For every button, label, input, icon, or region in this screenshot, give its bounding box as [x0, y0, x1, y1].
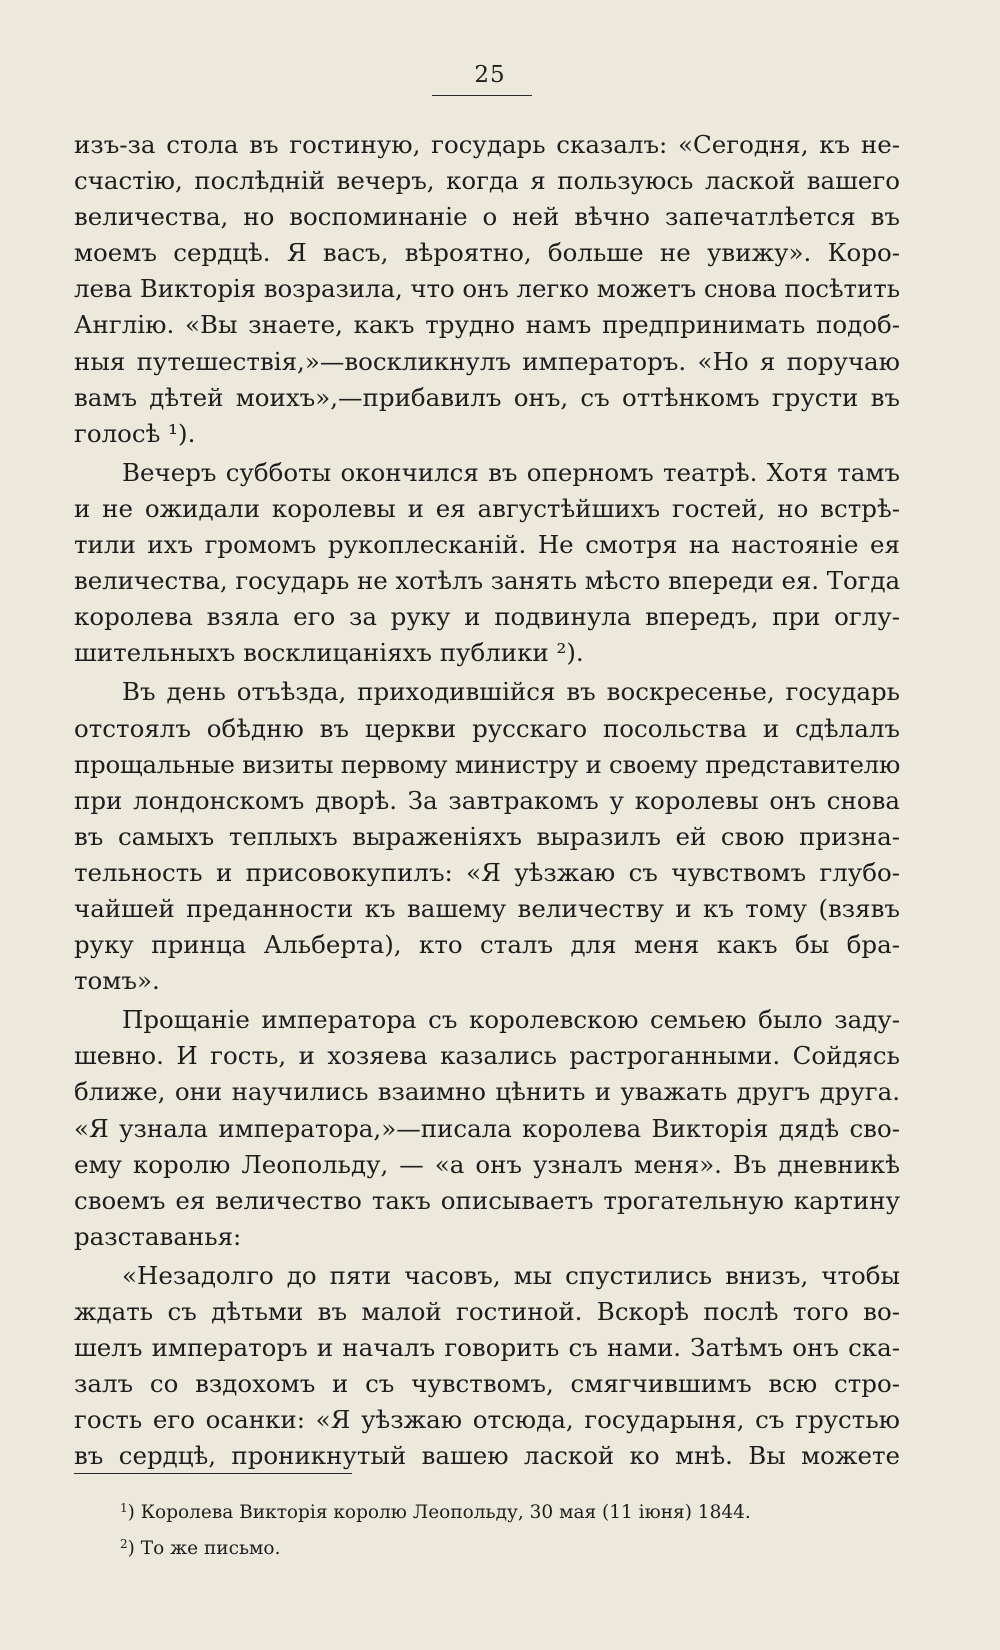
text-line: чайшей преданности къ вашему величеству и къ тому (взявъ [74, 893, 900, 923]
text-line: въ сердцѣ, проникнутый вашею лаской ко мнѣ. Вы можете [74, 1441, 900, 1471]
header-rule [432, 95, 532, 96]
text-line: Англію. «Вы знаете, какъ трудно намъ предпринимать подоб- [74, 310, 900, 340]
body-text [74, 127, 900, 1474]
text-line: ждать съ дѣтьми въ малой гостиной. Вскорѣ послѣ того во- [74, 1297, 900, 1326]
text-line: вамъ дѣтей моихъ»,—прибавилъ онъ, съ оттѣнкомъ грусти въ [74, 382, 900, 412]
footnote [120, 1526, 900, 1562]
footnote-text: ) То же письмо. [127, 1538, 281, 1559]
text-line: въ самыхъ теплыхъ выраженіяхъ выразилъ ей свою призна- [74, 821, 900, 851]
text-line: Въ день отъѣзда, приходившійся въ воскресенье, государь [122, 677, 900, 707]
text-line: прощальные визиты первому министру и своему представителю [74, 749, 900, 779]
text-line: гость его осанки: «Я уѣзжаю отсюда, государыня, съ грустью [74, 1405, 900, 1435]
text-line: шелъ императоръ и началъ говорить съ нами. Затѣмъ онъ ска- [74, 1333, 900, 1363]
text-line: моемъ сердцѣ. Я васъ, вѣроятно, больше не увижу». Коро- [74, 238, 900, 268]
footnote-rule [74, 1473, 352, 1474]
text-line: ныя путешествія,»—воскликнулъ императоръ. «Но я поручаю [74, 346, 900, 376]
text-line: шевно. И гость, и хозяева казались растроганными. Сойдясь [74, 1041, 900, 1071]
text-line: лева Викторія возразила, что онъ легко можетъ снова посѣтить [74, 274, 900, 304]
text-line: величества, но воспоминаніе о ней вѣчно запечатлѣется въ [74, 202, 900, 232]
text-line: при лондонскомъ дворѣ. За завтракомъ у королевы онъ снова [74, 785, 900, 815]
text-line: Прощаніе императора съ королевскою семьею было заду- [122, 1005, 900, 1035]
text-line: и не ожидали королевы и ея августѣйшихъ гостей, но встрѣ- [74, 493, 900, 523]
footnotes [120, 1490, 900, 1562]
text-line: ближе, они научились взаимно цѣнить и уважать другъ друга. [74, 1077, 900, 1107]
text-line: шительныхъ восклицаніяхъ публики ²). [74, 638, 584, 668]
text-line: залъ со вздохомъ и съ чувствомъ, смягчившимъ всю стро- [74, 1369, 900, 1399]
text-line: Вечеръ субботы окончился въ оперномъ театрѣ. Хотя тамъ [122, 457, 900, 487]
text-line: томъ». [74, 966, 160, 996]
text-line: ему королю Леопольду, — «а онъ узналъ меня». Въ дневникѣ [74, 1149, 900, 1179]
page-number: 25 [474, 62, 506, 88]
text-line: своемъ ея величество такъ описываетъ трогательную картину [74, 1185, 900, 1215]
text-line: королева взяла его за руку и подвинула впередъ, при оглу- [74, 602, 900, 632]
text-line: разставанья: [74, 1221, 242, 1251]
text-line: счастію, послѣдній вечеръ, когда я пользуюсь лаской вашего [74, 166, 900, 196]
footnote-text: ) Королева Викторія королю Леопольду, 30 мая (11 іюня) 1844. [127, 1502, 751, 1523]
footnote-marker: 1 [120, 1501, 128, 1515]
text-line: «Незадолго до пяти часовъ, мы спустились внизъ, чтобы [122, 1260, 900, 1290]
text-line: величества, государь не хотѣлъ занять мѣсто впереди ея. Тогда [74, 566, 900, 596]
footnote-marker: 2 [120, 1537, 128, 1551]
text-line: отстоялъ обѣдню въ церкви русскаго посольства и сдѣлалъ [74, 713, 900, 743]
footnote [120, 1490, 900, 1526]
text-line: руку принца Альберта), кто сталъ для меня какъ бы бра- [74, 930, 900, 960]
text-line: голосѣ ¹). [74, 418, 196, 448]
text-line: изъ-за стола въ гостиную, государь сказалъ: «Сегодня, къ не- [74, 130, 900, 159]
text-line: тили ихъ громомъ рукоплесканій. Не смотря на настояніе ея [74, 530, 900, 560]
text-line: «Я узнала императора,»—писала королева Викторія дядѣ сво- [74, 1113, 900, 1143]
text-line: тельность и присовокупилъ: «Я уѣзжаю съ чувствомъ глубо- [74, 857, 900, 887]
